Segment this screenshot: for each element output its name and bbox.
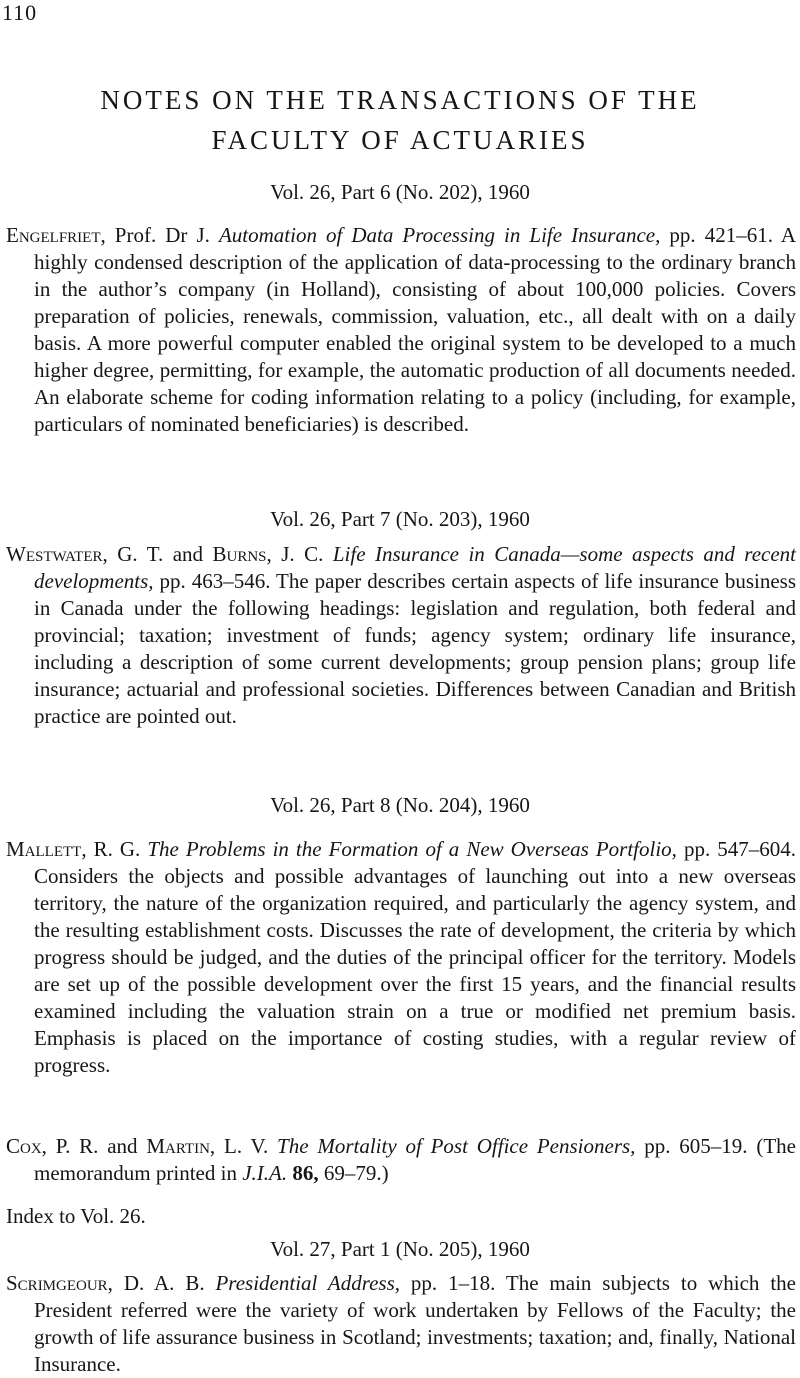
title-line-2: FACULTY OF ACTUARIES	[211, 125, 589, 155]
entry-engelfriet	[6, 222, 796, 438]
page-number: 110	[2, 0, 38, 25]
entry-author-initials: Prof. Dr J.	[105, 223, 219, 247]
entry-abstract: pp. 1–18. The main subjects to which the President referred were the variety of work undertaken by Fellows of the Faculty; the growth of life assurance business in Scotland; investments; taxation; and, finally, National Insurance.	[34, 1271, 796, 1376]
entry-author-initials: P. R. and	[46, 1134, 147, 1158]
entry-scrimgeour	[6, 1270, 796, 1376]
entry-author: Engelfriet,	[6, 223, 106, 247]
entry-journal: J.I.A.	[242, 1161, 288, 1185]
index-note: Index to Vol. 26.	[6, 1204, 146, 1228]
entry-abstract: pp. 421–61. A highly condensed description of the application of data-processing to the ordinary branch in the author’s company (in Holland), consisting of about 100,000 policies. Covers preparation of policies, renewals, commission, valuation, etc., all dealt with on a daily basis. A more powerful computer enabled the original system to be developed to a much higher degree, permitting, for example, the automatic production of all documents needed. An elaborate scheme for coding information relating to a policy (including, for example, particulars of nominated beneficiaries) is described.	[34, 223, 797, 436]
entry-paper-title: The Mortality of Post Office Pensioners,	[277, 1134, 636, 1158]
entry-westwater-burns	[6, 541, 796, 730]
entry-pages: 69–79.)	[318, 1161, 389, 1185]
entry-abstract: pp. 547–604. Considers the objects and possible advantages of launching out into a new overseas territory, the nature of the organization required, and particularly the agency system, and the resulting establishment costs. Discusses the rate of development, the criteria by which progress should be judged, and the duties of the principal officer for the territory. Models are set up of the possible development over the first 15 years, and the financial results examined including the valuation strain on a true or modified net premium basis. Emphasis is placed on the importance of costing studies, with a regular review of progress.	[34, 837, 796, 1077]
entry-paper-title: Life Insurance in Canada—some aspects and recent developments,	[34, 542, 796, 593]
entry-author-initials: R. G.	[86, 837, 148, 861]
entry-cox-martin	[6, 1133, 796, 1187]
entry-author: Mallett,	[6, 837, 87, 861]
entry-author: Cox,	[6, 1134, 47, 1158]
entry-abstract: pp. 463–546. The paper describes certain aspects of life insurance business in Canada under the following headings: legislation and regulation, both federal and provincial; taxation; investment of funds; agency system; ordinary life insurance, including a description of some current developments; group pension plans; group life insurance; actuarial and professional societies. Differences between Canadian and British practice are pointed out.	[34, 569, 796, 728]
section-heading-3: Vol. 26, Part 8 (No. 204), 1960	[270, 793, 530, 817]
entry-author-initials: G. T. and	[107, 542, 213, 566]
page-title	[0, 80, 800, 160]
title-line-1: NOTES ON THE TRANSACTIONS OF THE	[100, 85, 700, 115]
entry-author-2: Burns,	[212, 542, 272, 566]
entry-author-2: Martin,	[146, 1134, 216, 1158]
entry-paper-title: Automation of Data Processing in Life Insurance,	[218, 223, 661, 247]
entry-abstract: pp. 605–19. (The memorandum printed in	[34, 1134, 796, 1185]
entry-paper-title: Presidential Address,	[215, 1271, 401, 1295]
entry-author-initials: D. A. B.	[112, 1271, 216, 1295]
section-heading-4: Vol. 27, Part 1 (No. 205), 1960	[270, 1237, 530, 1261]
section-heading-2: Vol. 26, Part 7 (No. 203), 1960	[270, 507, 530, 531]
entry-author-2-initials: J. C.	[271, 542, 333, 566]
entry-author: Westwater,	[6, 542, 108, 566]
entry-volume: 86,	[287, 1161, 319, 1185]
entry-mallett	[6, 836, 796, 1079]
entry-author-2-initials: L. V.	[215, 1134, 278, 1158]
entry-paper-title: The Problems in the Formation of a New Overseas Portfolio,	[147, 837, 677, 861]
entry-author: Scrimgeour,	[6, 1271, 113, 1295]
section-heading-1: Vol. 26, Part 6 (No. 202), 1960	[270, 180, 530, 204]
